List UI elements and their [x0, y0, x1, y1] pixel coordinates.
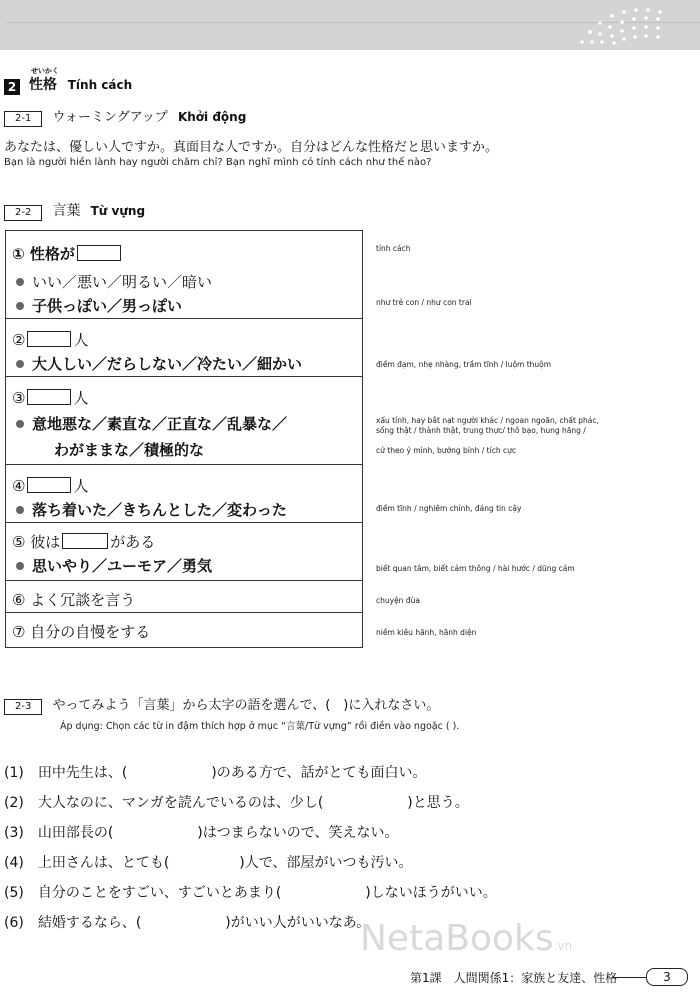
vocab-line: ⑥ よく冗談を言う	[12, 591, 136, 609]
vocab-row-7	[6, 613, 362, 647]
dot-pattern-icon	[572, 2, 672, 46]
subsection-title-jp: ウォーミングアップ	[52, 110, 168, 125]
gloss-4: xấu tính, hay bắt nạt người khác / ngoan ngoãn, chất phác, sống thật / thành thật, trung thực/ thô bạo, hung hăng /	[376, 416, 599, 435]
vocab-row-6	[6, 581, 362, 613]
vocab-line: 意地悪な／素直な／正直な／乱暴な／	[12, 413, 287, 434]
exercise-instruction: やってみよう「言葉」から太字の語を選んで、( )に入れなさい。	[52, 698, 440, 713]
footer-chapter: 第1課 人間関係1：家族と友達、性格	[410, 971, 618, 985]
exercise-item: (1) 田中先生は、( )のある方で、話がとても面白い。	[4, 765, 427, 781]
subsection-tag: 2-2	[4, 205, 42, 221]
vocab-line: 落ち着いた／きちんとした／変わった	[12, 499, 287, 520]
vocab-line: ⑤ 彼は がある	[12, 533, 156, 551]
exercise-item: (5) 自分のことをすごい、すごいとあまり( )しないほうがいい。	[4, 885, 497, 901]
vocab-line: 子供っぽい／男っぽい	[12, 295, 182, 316]
subsection-title-vn: Từ vựng	[90, 204, 146, 218]
vocab-line: 大人しい／だらしない／冷たい／細かい	[12, 353, 302, 374]
subsection-2-2-header	[4, 200, 145, 221]
exercise-translation: Áp dụng: Chọn các từ in đậm thích hợp ở mục “言葉/Từ vựng” rồi điền vào ngoặc ( ).	[60, 721, 460, 732]
vocab-line: いい／悪い／明るい／暗い	[12, 271, 212, 292]
section-title-jp: 性格	[28, 77, 57, 93]
answer-blank	[27, 477, 71, 493]
footer-divider	[612, 977, 646, 978]
bullet-icon	[16, 302, 24, 310]
subsection-tag: 2-1	[4, 111, 42, 127]
gloss-7: biết quan tâm, biết cảm thông / hài hước / dũng cảm	[376, 564, 575, 573]
vocab-line: ① 性格が	[12, 243, 123, 264]
subsection-title-jp: 言葉	[52, 203, 81, 219]
exercise-item: (4) 上田さんは、とても( )人で、部屋がいつも汚い。	[4, 855, 413, 871]
warmup-translation: Bạn là người hiền lành hay người chăm chỉ? Bạn nghĩ mình có tính cách như thế nào?	[4, 157, 432, 168]
bullet-icon	[16, 562, 24, 570]
gloss-6: điềm tĩnh / nghiêm chỉnh, đáng tin cậy	[376, 504, 522, 513]
section-ruby: せいかく	[30, 67, 59, 75]
bullet-icon	[16, 506, 24, 514]
warmup-question: あなたは、優しい人ですか。真面目な人ですか。自分はどんな性格だと思いますか。	[4, 140, 499, 155]
exercise-item: (2) 大人なのに、マンガを読んでいるのは、少し( )と思う。	[4, 795, 469, 811]
gloss-9: niềm kiêu hãnh, hãnh diện	[376, 628, 477, 637]
exercise-item: (6) 結婚するなら、( )がいい人がいいなあ。	[4, 915, 371, 931]
vocab-row-3	[6, 377, 362, 465]
bullet-icon	[16, 360, 24, 368]
vocab-line: ③ 人	[12, 389, 89, 407]
bullet-icon	[16, 420, 24, 428]
section-title	[4, 67, 133, 95]
gloss-8: chuyện đùa	[376, 596, 420, 605]
vocab-line: わがままな／積極的な	[54, 441, 205, 459]
answer-blank	[27, 331, 71, 347]
gloss-1: tính cách	[376, 244, 411, 253]
vocab-line: 思いやり／ユーモア／勇気	[12, 555, 212, 576]
page-number: 3	[646, 968, 688, 986]
header-band	[0, 0, 700, 50]
answer-blank	[77, 245, 121, 261]
exercise-item: (3) 山田部長の( )はつまらないので、笑えない。	[4, 825, 399, 841]
vocab-line: ② 人	[12, 331, 89, 349]
subsection-2-1-header	[4, 106, 246, 127]
subsection-2-3-header	[4, 694, 439, 715]
watermark-logo: NetaBooks.vn	[360, 918, 573, 959]
section-number: 2	[4, 79, 20, 95]
gloss-3: điềm đạm, nhẹ nhàng, trầm tĩnh / luộm thuộm	[376, 360, 552, 369]
section-title-vn: Tính cách	[67, 78, 133, 92]
vocab-line: ⑦ 自分の自慢をする	[12, 623, 151, 641]
answer-blank	[27, 389, 71, 405]
vocab-row-1	[6, 231, 362, 319]
gloss-2: như trẻ con / như con trai	[376, 298, 472, 307]
vocab-table	[5, 230, 363, 648]
vocab-row-2	[6, 319, 362, 377]
vocab-row-4	[6, 465, 362, 523]
vocab-row-5	[6, 523, 362, 581]
answer-blank	[62, 533, 108, 549]
subsection-tag: 2-3	[4, 699, 42, 715]
vocab-line: ④ 人	[12, 477, 89, 495]
subsection-title-vn: Khởi động	[177, 110, 247, 124]
gloss-5: cứ theo ý mình, bướng bỉnh / tích cực	[376, 446, 516, 455]
bullet-icon	[16, 278, 24, 286]
